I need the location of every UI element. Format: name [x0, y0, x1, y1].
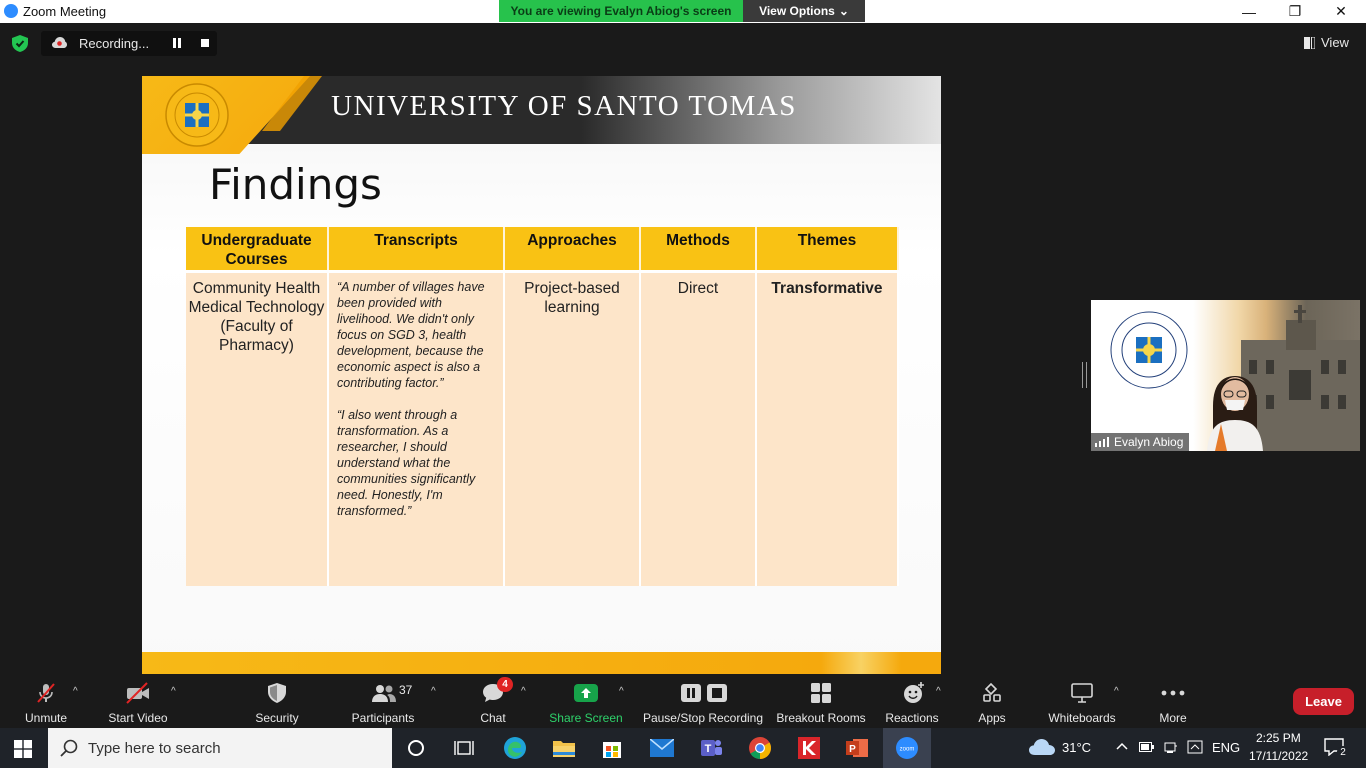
mail-icon[interactable]	[648, 734, 676, 762]
minimize-icon: —	[1242, 3, 1256, 20]
powerpoint-icon[interactable]	[843, 734, 871, 762]
participants-options-caret[interactable]: ^	[431, 686, 436, 697]
leave-button[interactable]: Leave	[1293, 688, 1354, 715]
pause-stop-recording-icon	[681, 682, 727, 704]
microsoft-store-icon[interactable]	[598, 734, 626, 762]
ust-seal-logo	[164, 82, 230, 148]
apps-button[interactable]	[972, 679, 1012, 725]
whiteboards-button[interactable]	[1044, 679, 1120, 725]
slide-footer-band	[142, 652, 941, 674]
security-shield-icon	[267, 682, 287, 704]
taskbar-clock-time[interactable]: 2:25 PM	[1256, 731, 1301, 745]
close-icon: ✕	[1335, 3, 1347, 19]
transcript-quote-1: “A number of villages have been provided with livelihood. We didn't only focus on SGD 3, health development, because the economic aspect is also a contributing factor.”	[337, 279, 485, 390]
minimize-button[interactable]	[1226, 0, 1272, 23]
video-camera-off-icon	[125, 682, 151, 704]
close-button[interactable]	[1318, 0, 1364, 23]
notifications-button[interactable]	[1324, 738, 1348, 760]
svg-text:zoom: zoom	[899, 746, 915, 753]
video-options-caret[interactable]: ^	[171, 686, 176, 697]
header-methods: Methods	[640, 227, 756, 271]
task-view-icon[interactable]	[450, 734, 478, 762]
apps-label: Apps	[978, 711, 1006, 725]
table-header-row	[186, 227, 898, 271]
zoom-app-icon	[4, 4, 18, 18]
share-screen-label: Share Screen	[549, 711, 623, 725]
speaker-icon[interactable]	[1187, 740, 1203, 757]
breakout-rooms-label: Breakout Rooms	[776, 711, 866, 725]
slide-heading: Findings	[209, 160, 382, 209]
pause-stop-recording-label: Pause/Stop Recording	[642, 711, 764, 725]
reactions-label: Reactions	[885, 711, 939, 725]
notification-count-badge: 2	[1337, 746, 1349, 758]
edge-browser-icon[interactable]	[501, 734, 529, 762]
zoom-taskbar-icon[interactable]	[893, 734, 921, 762]
whiteboards-options-caret[interactable]: ^	[1114, 686, 1119, 697]
recording-label: Recording...	[79, 36, 150, 51]
encryption-shield-icon[interactable]	[12, 35, 28, 52]
participant-video-tile[interactable]	[1091, 300, 1360, 451]
participant-name: Evalyn Abiog	[1114, 435, 1184, 449]
whiteboard-icon	[1071, 682, 1093, 704]
cortana-icon[interactable]	[402, 734, 430, 762]
view-options-button[interactable]	[743, 0, 865, 22]
participants-label: Participants	[351, 711, 415, 725]
shared-slide	[142, 76, 941, 674]
cell-transcripts	[328, 271, 504, 586]
table-row	[186, 271, 898, 586]
security-button[interactable]	[250, 679, 304, 725]
share-screen-icon	[574, 682, 598, 704]
unmute-button[interactable]	[16, 679, 76, 725]
header-transcripts: Transcripts	[328, 227, 504, 271]
reactions-button[interactable]	[882, 679, 942, 725]
windows-start-icon[interactable]	[14, 740, 32, 758]
view-layout-icon	[1304, 37, 1315, 49]
cell-course: Community Health Medical Technology (Faculty of Pharmacy)	[186, 271, 328, 586]
more-label: More	[1159, 711, 1187, 725]
whiteboards-label: Whiteboards	[1048, 711, 1116, 725]
breakout-rooms-icon	[810, 682, 832, 704]
reactions-options-caret[interactable]: ^	[936, 686, 941, 697]
chevron-down-icon: ⌄	[838, 4, 849, 18]
transcript-quote-2: “I also went through a transformation. As a researcher, I should understand what the communities significantly need. Honestly, I'm transformed.”	[337, 407, 476, 518]
cell-method: Direct	[640, 271, 756, 586]
file-explorer-icon[interactable]	[550, 734, 578, 762]
cell-approach: Project-based learning	[504, 271, 640, 586]
weather-cloud-icon[interactable]	[1028, 738, 1056, 761]
header-undergraduate-courses: Undergraduate Courses	[186, 227, 328, 271]
battery-icon[interactable]	[1139, 741, 1155, 756]
cloud-recording-icon	[52, 37, 67, 48]
view-button-label: View	[1321, 35, 1349, 50]
kaspersky-icon[interactable]	[795, 734, 823, 762]
restore-button[interactable]	[1272, 0, 1318, 23]
participants-count: 37	[399, 683, 413, 697]
header-approaches: Approaches	[504, 227, 640, 271]
chat-label: Chat	[480, 711, 506, 725]
search-icon	[60, 739, 78, 757]
header-themes: Themes	[756, 227, 898, 271]
stop-recording-icon[interactable]	[201, 39, 209, 47]
pause-stop-recording-button[interactable]	[642, 679, 764, 725]
viewing-screen-banner: You are viewing Evalyn Abiog's screen	[499, 0, 743, 22]
svg-text:P: P	[849, 744, 856, 755]
more-button[interactable]	[1152, 679, 1194, 725]
view-button[interactable]	[1304, 35, 1349, 50]
unmute-label: Unmute	[24, 711, 68, 725]
chat-options-caret[interactable]: ^	[521, 686, 526, 697]
signal-strength-icon	[1095, 437, 1109, 447]
cell-theme: Transformative	[756, 271, 898, 586]
pause-recording-icon[interactable]	[172, 38, 182, 48]
microphone-muted-icon	[34, 682, 58, 704]
ust-seal-background-logo	[1107, 308, 1191, 392]
svg-text:T: T	[704, 743, 712, 755]
search-placeholder: Type here to search	[88, 740, 221, 757]
participant-person-image	[1199, 346, 1271, 451]
start-video-button[interactable]	[104, 679, 172, 725]
chat-unread-badge: 4	[497, 677, 513, 692]
findings-table	[186, 227, 899, 586]
video-panel-resize-handle[interactable]	[1082, 362, 1087, 388]
chevron-up-icon[interactable]	[1116, 739, 1128, 754]
input-language[interactable]: ENG	[1212, 740, 1241, 755]
teams-icon[interactable]	[697, 734, 725, 762]
more-dots-icon	[1160, 682, 1186, 704]
chrome-icon[interactable]	[746, 734, 774, 762]
participants-icon	[370, 682, 398, 704]
share-screen-button[interactable]	[548, 679, 624, 725]
view-options-label: View Options	[759, 4, 835, 18]
security-label: Security	[255, 711, 299, 725]
taskbar-clock-date[interactable]: 17/11/2022	[1249, 749, 1309, 763]
share-screen-options-caret[interactable]: ^	[619, 686, 624, 697]
participants-button[interactable]	[348, 679, 418, 725]
university-name: UNIVERSITY OF SANTO TOMAS	[331, 90, 797, 122]
audio-options-caret[interactable]: ^	[73, 686, 78, 697]
participant-name-tag	[1091, 433, 1189, 451]
restore-icon: ❐	[1288, 3, 1302, 19]
start-video-label: Start Video	[108, 711, 168, 725]
breakout-rooms-button[interactable]	[776, 679, 866, 725]
reactions-smiley-icon	[902, 682, 926, 704]
weather-temperature[interactable]: 31°C	[1062, 740, 1092, 755]
window-title: Zoom Meeting	[23, 4, 107, 19]
apps-icon	[982, 682, 1002, 704]
network-icon[interactable]	[1164, 740, 1178, 757]
